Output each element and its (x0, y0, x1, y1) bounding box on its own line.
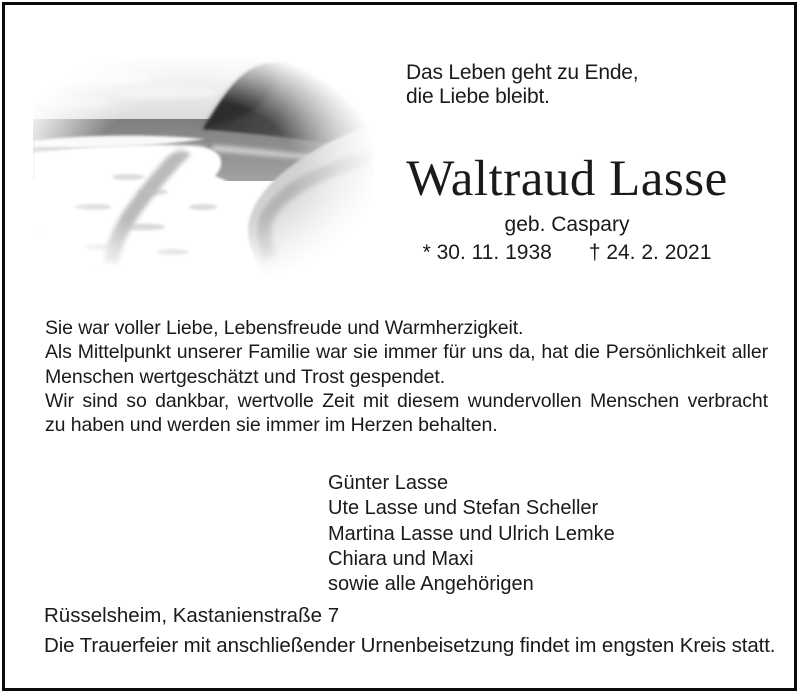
condolence-text (45, 316, 768, 437)
condolence-line: zu haben und werden sie immer im Herzen behalten. (45, 414, 498, 437)
condolence-line: Menschen wertgeschätzt und Trost gespendet. (45, 365, 446, 388)
mourner-name: Chiara und Maxi (328, 547, 474, 570)
mourners-list (328, 471, 615, 597)
mourner-name: Ute Lasse und Stefan Scheller (328, 497, 599, 520)
memorial-beach-photo (33, 57, 373, 297)
condolence-line: Als Mittelpunkt unserer Familie war sie immer für uns da, hat die Persönlichkeit aller (45, 341, 768, 364)
maiden-name: geb. Caspary (504, 213, 630, 236)
epigraph (406, 61, 638, 109)
death-date: † 24. 2. 2021 (588, 241, 712, 264)
birth-date: * 30. 11. 1938 (422, 241, 552, 264)
city-address: Rüsselsheim, Kastanienstraße 7 (44, 604, 340, 627)
deceased-name: Waltraud Lasse (406, 151, 728, 207)
life-dates (378, 241, 756, 265)
epigraph-line: Das Leben geht zu Ende, (406, 61, 639, 84)
condolence-line: Wir sind so dankbar, wertvolle Zeit mit diesem wundervollen Menschen verbracht (45, 389, 768, 412)
photo-soft-edge (33, 57, 373, 297)
mourner-name: Günter Lasse (328, 472, 449, 494)
epigraph-line: die Liebe bleibt. (406, 85, 550, 108)
funeral-note: Die Trauerfeier mit anschließender Urnenbeisetzung findet im engsten Kreis statt. (44, 634, 776, 657)
mourner-name: Martina Lasse und Ulrich Lemke (328, 522, 615, 545)
mourner-name: sowie alle Angehörigen (328, 573, 534, 596)
condolence-line: Sie war voller Liebe, Lebensfreude und Warmherzigkeit. (45, 317, 524, 339)
